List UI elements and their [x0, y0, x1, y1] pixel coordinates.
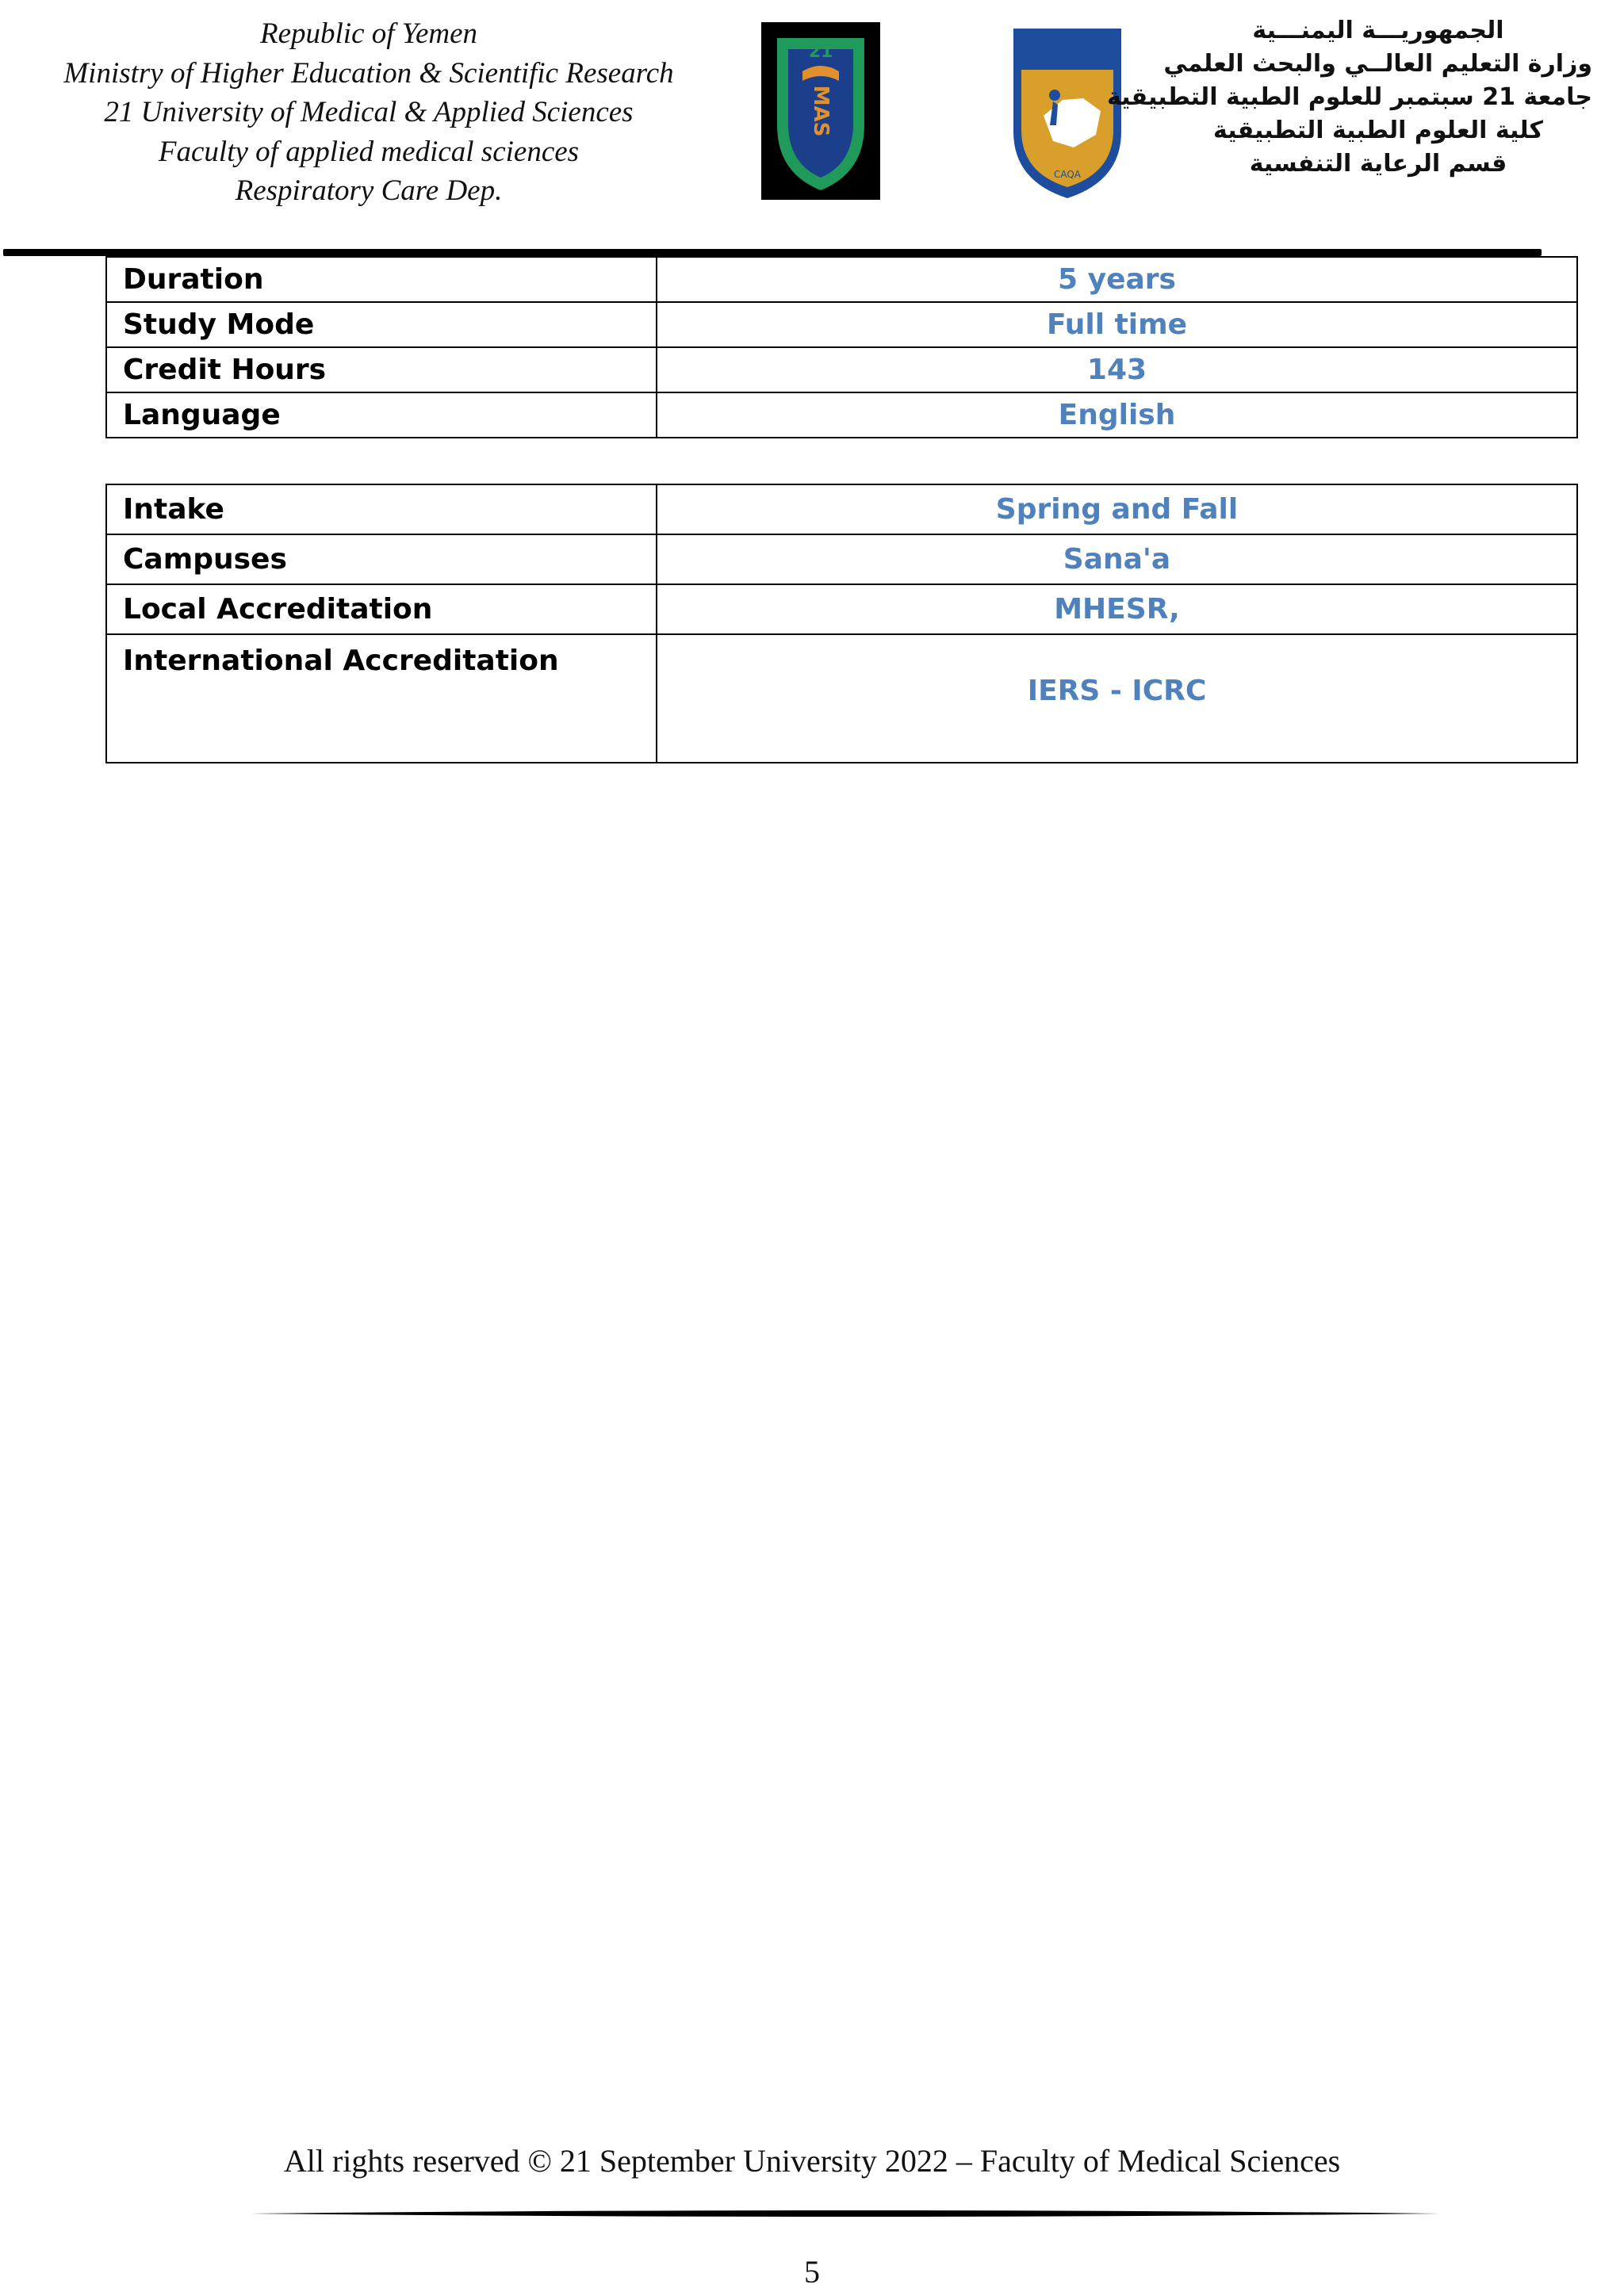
table-row — [106, 257, 1577, 302]
campuses-label: Campuses — [106, 534, 657, 584]
header-arabic-country: الجمهوريـــة اليمنـــية — [1252, 17, 1504, 44]
program-info-table — [105, 256, 1578, 438]
logo-number: 21 — [808, 42, 833, 62]
intake-value: Spring and Fall — [657, 484, 1577, 534]
caqa-label: CAQA — [1053, 169, 1082, 180]
logo-letters: MAS — [809, 85, 833, 137]
campuses-value: Sana'a — [657, 534, 1577, 584]
table-row — [106, 347, 1577, 392]
header-arabic-faculty: كلية العلوم الطبية التطبيقية — [1213, 117, 1543, 144]
international-accreditation-label: International Accreditation — [106, 634, 657, 763]
header-university: 21 University of Medical & Applied Sciences — [104, 96, 634, 128]
language-value: English — [657, 392, 1577, 438]
header-arabic-department: قسم الرعاية التنفسية — [1249, 150, 1507, 178]
table-row — [106, 534, 1577, 584]
admission-info-table — [105, 484, 1578, 763]
table-row — [106, 634, 1577, 763]
intake-label: Intake — [106, 484, 657, 534]
table-row — [106, 584, 1577, 634]
page-number: 5 — [804, 2254, 820, 2290]
duration-value: 5 years — [657, 257, 1577, 302]
table-row — [106, 484, 1577, 534]
header-english-block — [32, 14, 706, 211]
table-row — [106, 392, 1577, 438]
language-label: Language — [106, 392, 657, 438]
header-arabic-ministry: وزارة التعليم العالــي والبحث العلمي — [1163, 50, 1592, 78]
local-accreditation-value: MHESR, — [657, 584, 1577, 634]
header-faculty: Faculty of applied medical sciences — [158, 135, 580, 168]
credit-hours-value: 143 — [657, 347, 1577, 392]
footer-divider — [251, 2209, 1440, 2218]
header-arabic-university: جامعة 21 سبتمبر للعلوم الطبية التطبيقية — [1106, 83, 1592, 111]
local-accreditation-label: Local Accreditation — [106, 584, 657, 634]
international-accreditation-value: IERS - ICRC — [657, 634, 1577, 763]
study-mode-label: Study Mode — [106, 302, 657, 347]
header-department: Respiratory Care Dep. — [235, 174, 503, 207]
header-arabic-block — [1106, 14, 1592, 181]
duration-label: Duration — [106, 257, 657, 302]
credit-hours-label: Credit Hours — [106, 347, 657, 392]
university-logo — [761, 22, 880, 200]
footer-copyright: All rights reserved © 21 September University 2022 – Faculty of Medical Sciences — [283, 2143, 1341, 2179]
header-ministry: Ministry of Higher Education & Scientific Research — [63, 56, 674, 90]
table-row — [106, 302, 1577, 347]
study-mode-value: Full time — [657, 302, 1577, 347]
header-divider — [3, 249, 1542, 256]
header-country: Republic of Yemen — [259, 17, 478, 50]
